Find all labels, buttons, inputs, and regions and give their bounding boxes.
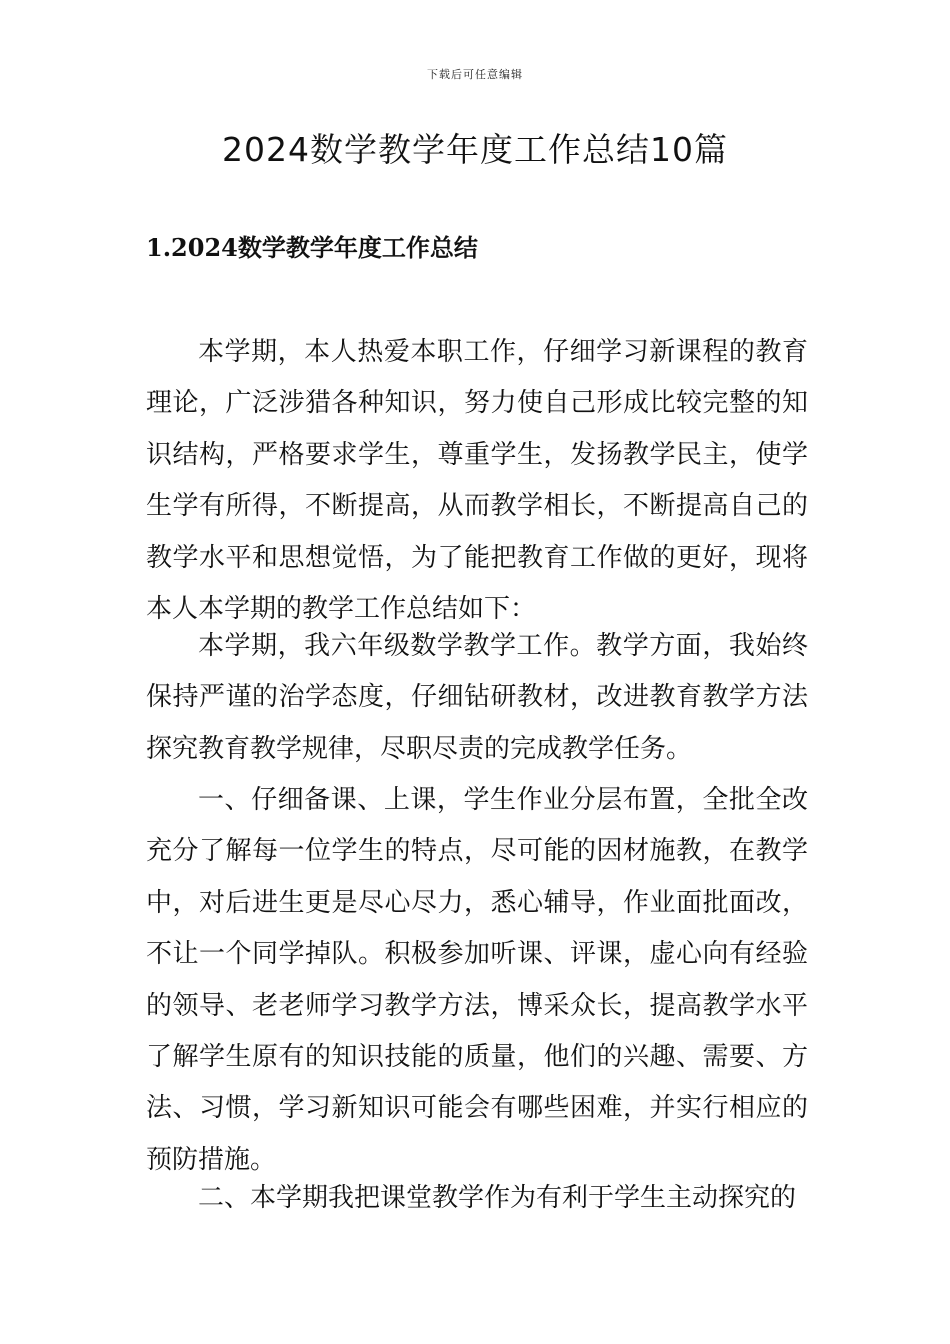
- body-paragraph: 一、仔细备课、上课，学生作业分层布置，全批全改充分了解每一位学生的特点，尽可能的因材施教，在教学中，对后进生更是尽心尽力，悉心辅导，作业面批面改，不让一个同学掉队。积极参加听课、评课，虚心向有经验的领导、老老师学习教学方法，博采众长，提高教学水平了解学生原有的知识技能的质量，他们的兴趣、需要、方法、习惯，学习新知识可能会有哪些困难，并实行相应的预防措施。: [146, 785, 808, 1175]
- body-paragraph: 本学期，本人热爱本职工作，仔细学习新课程的教育理论，广泛涉猎各种知识，努力使自己形成比较完整的知识结构，严格要求学生，尊重学生，发扬教学民主，使学生学有所得，不断提高，从而教学相长，不断提高自己的教学水平和思想觉悟，为了能把教育工作做的更好，现将本人本学期的教学工作总结如下：: [146, 337, 808, 625]
- document-title: 2024数学教学年度工作总结10篇: [222, 130, 728, 169]
- section-heading: 1.2024数学教学年度工作总结: [146, 233, 478, 262]
- header-note: 下载后可任意编辑: [427, 68, 523, 81]
- body-paragraph: 二、本学期我把课堂教学作为有利于学生主动探究的: [198, 1183, 797, 1213]
- body-paragraph: 本学期，我六年级数学教学工作。教学方面，我始终保持严谨的治学态度，仔细钻研教材，改进教育教学方法探究教育教学规律，尽职尽责的完成教学任务。: [146, 631, 808, 764]
